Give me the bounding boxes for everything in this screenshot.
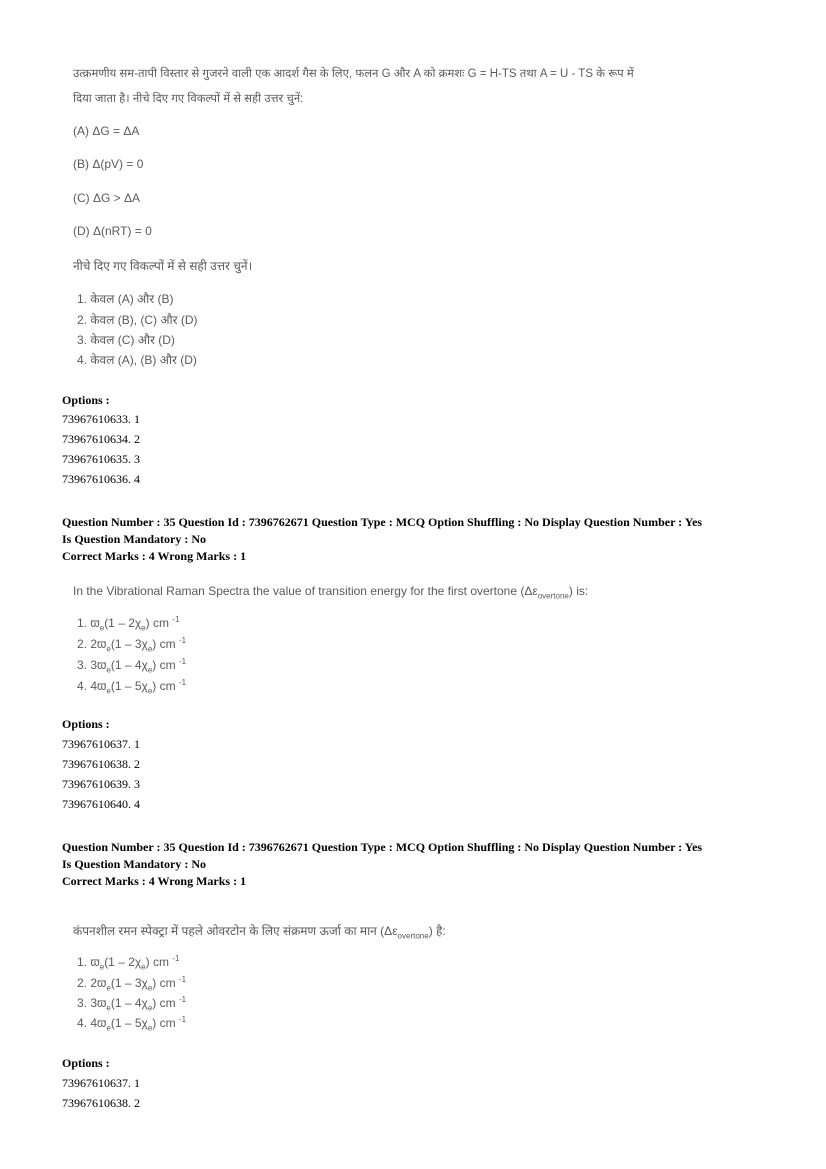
option-item: 73967610639. 3: [62, 777, 140, 791]
option-item: 73967610640. 4: [62, 797, 140, 811]
option-item: 73967610638. 2: [62, 1096, 140, 1110]
option-item: 73967610636. 4: [62, 472, 140, 486]
choice-3: 3. $3ϖ_e(1 - 4\chi_e)$ cm $^{-1}$: [77, 657, 187, 675]
question-stem: कंपनशील रमन स्पेक्ट्रा में पहले ओवरटोन के लिए संक्रमण ऊर्जा का मान $(\Delta\varepsilon_{overtone})$ है:: [73, 924, 446, 941]
question-meta-line-1: Question Number : 35 Question Id : 7396762671 Question Type : MCQ Option Shuffling : No Display Question Number : Yes: [62, 840, 703, 854]
options-heading: Options :: [62, 393, 110, 407]
option-item: 73967610638. 2: [62, 757, 140, 771]
choice-4: 4. केवल (A), (B) और (D): [77, 353, 197, 367]
statement-a: (A) ΔG = ΔA: [73, 124, 140, 138]
question-stem-line-1: उत्क्रमणीय सम-तापी विस्तार से गुजरने वाली एक आदर्श गैस के लिए, फलन G और A को क्रमशः G = H-TS तथा A = U - TS के रूप में: [73, 68, 634, 80]
statement-c: (C) ΔG > ΔA: [73, 191, 141, 205]
option-item: 73967610637. 1: [62, 737, 140, 751]
choice-3: 3. केवल (C) और (D): [77, 333, 175, 347]
question-meta-line-3: Correct Marks : 4 Wrong Marks : 1: [62, 549, 247, 563]
choice-3: 3. $3ϖ_e(1 - 4\chi_e)$ cm $^{-1}$: [77, 995, 187, 1013]
options-heading: Options :: [62, 1056, 110, 1070]
option-item: 73967610635. 3: [62, 452, 140, 466]
option-item: 73967610637. 1: [62, 1076, 140, 1090]
choice-4: 4. $4ϖ_e(1 - 5\chi_e)$ cm $^{-1}$: [77, 678, 187, 696]
question-meta-3: [62, 839, 702, 890]
choice-2: 2. $2ϖ_e(1 - 3\chi_e)$ cm $^{-1}$: [77, 975, 187, 993]
choice-1: 1. $ϖ_e(1 - 2\chi_e)$ cm $^{-1}$: [77, 615, 180, 633]
question-meta-line-1: Question Number : 35 Question Id : 7396762671 Question Type : MCQ Option Shuffling : No Display Question Number : Yes: [62, 515, 703, 529]
choice-4: 4. $4ϖ_e(1 - 5\chi_e)$ cm $^{-1}$: [77, 1015, 187, 1033]
choice-2: 2. केवल (B), (C) और (D): [77, 313, 198, 327]
choice-1: 1. $ϖ_e(1 - 2\chi_e)$ cm $^{-1}$: [77, 954, 180, 972]
statement-b: (B) Δ(pV) = 0: [73, 157, 144, 171]
option-item: 73967610634. 2: [62, 432, 140, 446]
question-stem-line-2: दिया जाता है। नीचे दिए गए विकल्पों में से सही उत्तर चुनें:: [73, 93, 304, 105]
question-stem: In the Vibrational Raman Spectra the value of transition energy for the first overtone $(\Delta\varepsilon_{overtone})$ is:: [73, 584, 589, 601]
instruction-text: नीचे दिए गए विकल्पों में से सही उत्तर चुनें।: [73, 259, 253, 273]
question-meta-line-3: Correct Marks : 4 Wrong Marks : 1: [62, 874, 247, 888]
option-item: 73967610633. 1: [62, 412, 140, 426]
question-meta-2: [62, 514, 702, 565]
statement-d: (D) Δ(nRT) = 0: [73, 224, 152, 238]
options-heading: Options :: [62, 717, 110, 731]
question-meta-line-2: Is Question Mandatory : No: [62, 857, 207, 871]
choice-1: 1. केवल (A) और (B): [77, 292, 174, 306]
choice-2: 2. $2ϖ_e(1 - 3\chi_e)$ cm $^{-1}$: [77, 636, 187, 654]
question-meta-line-2: Is Question Mandatory : No: [62, 532, 207, 546]
